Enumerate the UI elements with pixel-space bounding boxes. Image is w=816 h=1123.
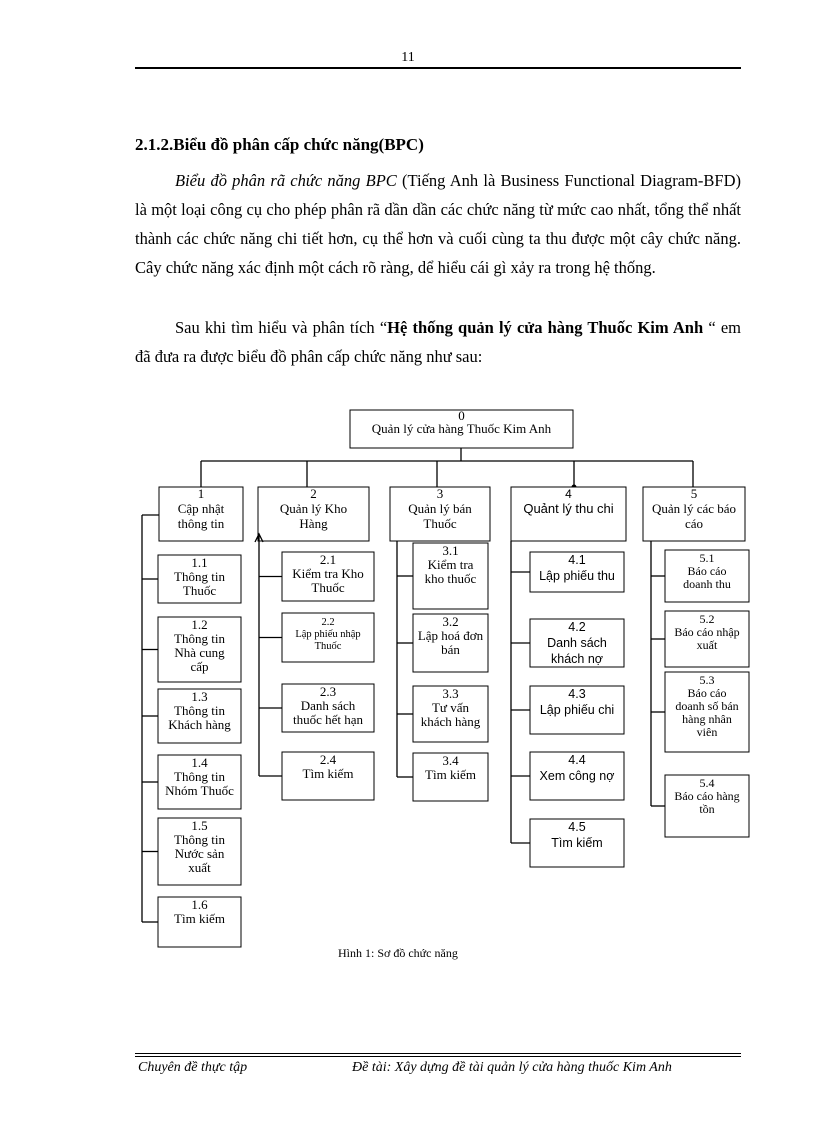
child-5.1-box [665, 550, 749, 602]
child-4.5-box-number: 4.5 [568, 820, 586, 834]
child-2.4-box [282, 752, 374, 800]
child-2.2-box-label: Thuốc [314, 641, 342, 652]
branch-2-box-label: Quản lý Kho [279, 501, 348, 516]
child-5.1-box-label: doanh thu [683, 577, 731, 591]
child-1.1-box-number: 1.1 [191, 555, 208, 570]
branch-3-box [390, 486, 490, 541]
branch-3-box-label: Thuốc [423, 516, 457, 531]
child-4.2-box-number: 4.2 [568, 620, 586, 634]
root-node-label: Quản lý cửa hàng Thuốc Kim Anh [371, 421, 552, 436]
child-3.1-box-number: 3.1 [442, 543, 459, 558]
child-1.2-box-label: Nhà cung [174, 645, 225, 660]
child-4.5-box-label: Tìm kiếm [551, 836, 603, 850]
child-4.2-box-label: Danh sách [547, 636, 607, 650]
child-5.4-box-label: tồn [699, 802, 715, 816]
paragraph2-lead: Sau khi tìm hiểu và phân tích “ [175, 318, 388, 337]
child-3.2-box [413, 614, 488, 672]
child-5.3-box-label: Báo cáo [687, 686, 727, 700]
child-1.3-box-label: Thông tin [174, 703, 225, 718]
footer-rule-double [135, 1056, 741, 1057]
branch-1-box [159, 486, 243, 541]
child-2.3-box [282, 684, 374, 732]
child-4.1-box-label: Lập phiếu thu [539, 569, 615, 583]
child-4.2-box-label: khách nợ [551, 652, 603, 666]
branch-4-box-number: 4 [565, 487, 572, 501]
child-2.4-box-label: Tìm kiếm [302, 766, 354, 781]
child-4.3-box-number: 4.3 [568, 687, 586, 701]
child-1.4-box-label: Nhóm Thuốc [165, 783, 234, 798]
child-4.4-box-label: Xem công nợ [539, 769, 615, 783]
child-2.3-box-number: 2.3 [319, 684, 337, 699]
child-1.2-box-label: Thông tin [174, 631, 225, 646]
child-2.1-box-number: 2.1 [319, 552, 337, 567]
child-1.2-box-number: 1.2 [191, 617, 208, 632]
child-3.1-box-label: kho thuốc [424, 571, 477, 586]
child-2.1-box-label: Thuốc [311, 580, 345, 595]
child-5.2-box-label: xuất [696, 638, 718, 652]
child-5.4-box-number: 5.4 [699, 776, 715, 790]
child-4.5-box [530, 819, 624, 867]
branch-5-box-label: cáo [684, 516, 704, 531]
branch-5-box [643, 486, 745, 541]
child-1.6-box-label: Tìm kiếm [174, 911, 225, 926]
child-4.4-box-number: 4.4 [568, 753, 586, 767]
child-3.2-box-number: 3.2 [442, 614, 459, 629]
figure-caption: Hình 1: Sơ đồ chức năng [338, 946, 458, 960]
child-2.1-box [282, 552, 374, 601]
child-3.4-box-label: Tìm kiếm [425, 767, 476, 782]
branch-4-box-label: Quảnt lý thu chi [523, 501, 614, 516]
child-5.3-box [665, 672, 749, 752]
child-4.2-box [530, 619, 624, 667]
child-4.3-box [530, 686, 624, 734]
child-2.2-box-label: Lập phiếu nhập [295, 629, 361, 640]
child-3.3-box-label: khách hàng [420, 714, 481, 729]
child-1.4-box-number: 1.4 [191, 755, 208, 770]
footer-right: Đề tài: Xây dựng đề tài quản lý cửa hàng thuốc Kim Anh [352, 1060, 672, 1075]
bpc-term: Biểu đồ phân rã chức năng BPC [175, 171, 397, 190]
child-2.2-box [282, 613, 374, 662]
child-5.3-box-label: hàng nhân [682, 712, 732, 726]
child-1.4-box [158, 755, 241, 809]
child-3.2-box-label: Lập hoá đơn [417, 628, 484, 643]
child-5.4-box [665, 775, 749, 837]
child-1.5-box-number: 1.5 [191, 818, 208, 833]
child-3.3-box [413, 686, 488, 742]
child-1.1-box-label: Thông tin [174, 569, 225, 584]
child-5.1-box-label: Báo cáo [687, 564, 727, 578]
child-1.3-box [158, 689, 241, 743]
child-2.4-box-number: 2.4 [319, 752, 337, 767]
child-1.6-box-number: 1.6 [191, 897, 208, 912]
footer-left: Chuyên đề thực tập [138, 1060, 248, 1075]
child-4.1-box [530, 552, 624, 592]
child-3.1-box-label: Kiểm tra [427, 557, 474, 572]
branch-2-box [258, 486, 369, 541]
child-1.4-box-label: Thông tin [174, 769, 225, 784]
root-node-number: 0 [458, 408, 465, 423]
child-3.4-box [413, 753, 488, 801]
child-3.3-box-label: Tư vấn [431, 700, 470, 715]
child-4.1-box-number: 4.1 [568, 553, 586, 567]
child-3.4-box-number: 3.4 [442, 753, 459, 768]
child-5.3-box-label: viên [696, 725, 718, 739]
child-1.3-box-label: Khách hàng [168, 717, 231, 732]
child-1.3-box-number: 1.3 [191, 689, 208, 704]
page-number: 11 [401, 50, 415, 65]
child-1.5-box-label: Nước sản [174, 846, 225, 861]
child-5.2-box [665, 611, 749, 667]
child-1.6-box [158, 897, 241, 947]
child-1.1-box-label: Thuốc [182, 583, 217, 598]
child-1.1-box [158, 555, 241, 603]
child-2.3-box-label: thuốc hết hạn [292, 712, 364, 727]
child-5.2-box-label: Báo cáo nhập [674, 625, 740, 639]
child-1.5-box-label: Thông tin [174, 832, 225, 847]
branch-3-box-label: Quản lý bán [408, 501, 472, 516]
child-5.4-box-label: Báo cáo hàng [674, 789, 740, 803]
child-5.2-box-number: 5.2 [699, 612, 715, 626]
root-node [350, 408, 573, 448]
child-5.3-box-number: 5.3 [699, 673, 715, 687]
branch-1-box-label: thông tin [177, 516, 225, 531]
child-2.3-box-label: Danh sách [300, 698, 356, 713]
branch-4-box [511, 487, 626, 541]
footer-rule [135, 1053, 741, 1054]
child-2.1-box-label: Kiểm tra Kho [292, 566, 364, 581]
branch-2-box-number: 2 [310, 486, 317, 501]
child-1.2-box [158, 617, 241, 682]
child-5.3-box-label: doanh số bán [675, 699, 739, 713]
child-4.4-box [530, 752, 624, 800]
child-2.2-box-number: 2.2 [321, 617, 335, 628]
branch-1-box-label: Cập nhật [177, 501, 225, 516]
branch-5-box-number: 5 [690, 486, 698, 501]
child-3.3-box-number: 3.3 [442, 686, 459, 701]
child-1.5-box-label: xuất [188, 860, 211, 875]
paragraph2-tail: “ em đã đưa ra được biểu đồ phân cấp chức năng như sau: [135, 318, 741, 366]
child-4.3-box-label: Lập phiếu chi [539, 703, 615, 717]
branch-2-box-label: Hàng [299, 516, 328, 531]
branch-3-box-number: 3 [436, 486, 444, 501]
child-5.1-box-number: 5.1 [699, 551, 715, 565]
branch-5-box-label: Quản lý các báo [651, 501, 737, 516]
child-3.2-box-label: bán [441, 642, 460, 657]
branch-1-box-number: 1 [197, 486, 205, 501]
section-heading: 2.1.2.Biểu đồ phân cấp chức năng(BPC) [135, 135, 424, 154]
child-3.1-box [413, 543, 488, 609]
system-name: Hệ thống quản lý cửa hàng Thuốc Kim Anh [387, 318, 704, 337]
child-1.5-box [158, 818, 241, 885]
paragraph1-text: (Tiếng Anh là Business Functional Diagram-BFD) là một loại công cụ cho phép phân rã dần dần các chức năng từ mức cao nhất, tổng thể nhất thành các chức năng chi tiết hơn, cụ thể hơn và cuối cùng ta thu được một cây chức năng. Cây chức năng xác định một cách rõ ràng, dể hiểu cái gì xảy ra trong hệ thống. [135, 171, 741, 277]
child-1.2-box-label: cấp [190, 659, 209, 674]
